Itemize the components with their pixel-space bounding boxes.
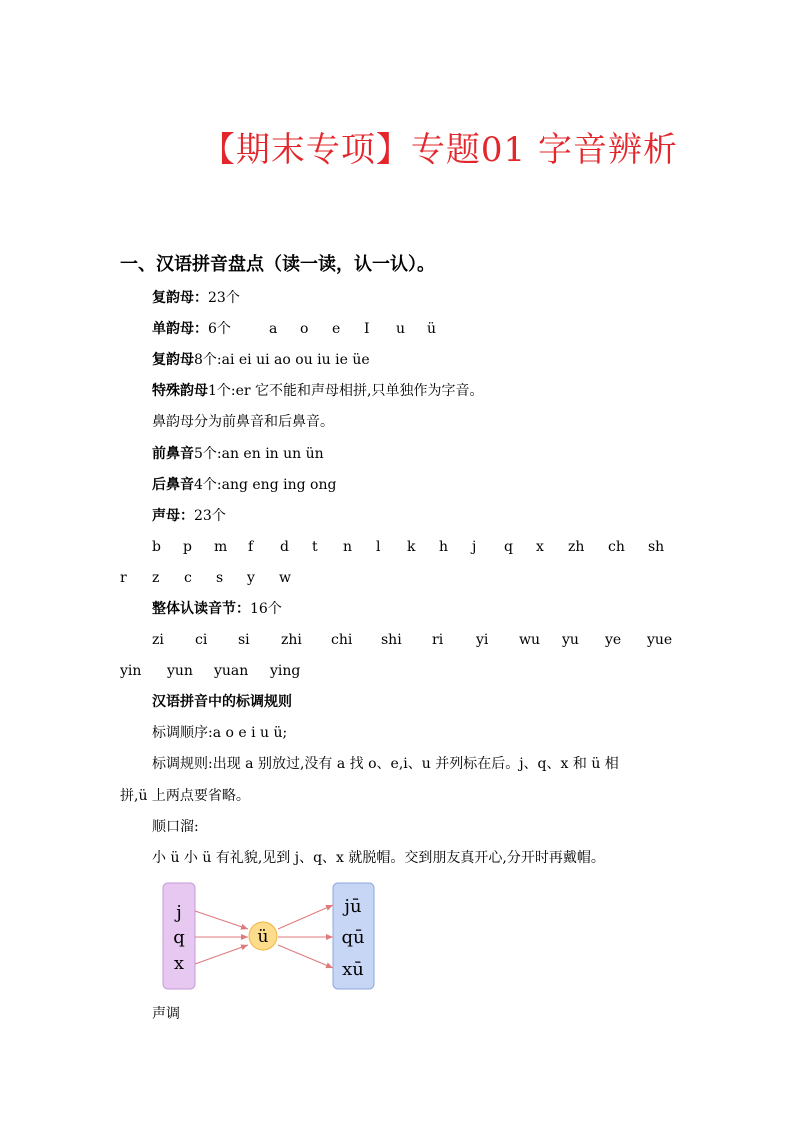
page-title: 【期末专项】专题01 字音辨析 [200,130,678,170]
value: 16个 [250,601,282,617]
initial: c [184,570,192,586]
initial: t [312,539,318,555]
biaodiao-heading: 汉语拼音中的标调规则 [152,694,292,710]
houbiyin-line [152,475,336,495]
initial: h [439,539,449,555]
value: 23个 [194,508,226,524]
syllable: wu [519,632,540,648]
syllable: chi [331,632,353,648]
initial: ch [608,539,625,555]
syllable: yuan [214,663,249,679]
shengdiao-label: 声调 [152,1006,180,1022]
syllable: yi [476,632,489,648]
fuyunmu-total-line [152,288,240,308]
syllable: yin [120,663,142,679]
zhengti-row2 [0,663,794,683]
initial: x [536,539,544,555]
section-heading: 一、汉语拼音盘点（读一读，认一认）。 [120,254,435,275]
shengmu-row2 [0,570,794,590]
letter: u [396,321,406,337]
initial: s [216,570,224,586]
letter: e [332,321,341,337]
left-letter-x: x [173,953,185,974]
left-letter-q: q [173,927,185,948]
letter: a [269,321,278,337]
syllable: ci [195,632,208,648]
danyunmu-letters [0,321,794,341]
syllable: yun [167,663,193,679]
biaodiao-order: 标调顺序:a o e i u ü; [152,725,288,741]
syllable: si [238,632,250,648]
value: 6个 [208,321,231,337]
value: 1个:er 它不能和声母相拼,只单独作为字音。 [208,383,484,399]
arrow-x [195,945,248,964]
arrow-j [195,911,248,929]
initial: z [152,570,160,586]
value: 4个:ang eng ing ong [194,477,337,493]
initial: y [247,570,255,586]
shunkouliu-label: 顺口溜: [152,819,199,835]
label: 整体认读音节： [152,601,250,617]
initial: p [183,539,192,555]
initial: k [407,539,416,555]
syllable: yue [647,632,673,648]
shengmu-line [152,506,226,526]
value: 5个:an en in un ün [194,446,324,462]
initial: w [279,570,291,586]
teshu-line [152,381,484,401]
label: 特殊韵母 [152,383,208,399]
syllable: yu [562,632,579,648]
initial: l [376,539,381,555]
fuyunmu-line [152,350,370,370]
left-letter-j: j [176,902,182,923]
letter: o [300,321,309,337]
syllable: zi [152,632,164,648]
syllable: shi [381,632,402,648]
letter: I [364,321,370,337]
label: 声母： [152,508,194,524]
initial: m [214,539,228,555]
zhengti-line [152,599,282,619]
initial: q [504,539,513,555]
right-syllable-xu: xū [342,959,364,980]
initial: sh [648,539,665,555]
initial: n [343,539,353,555]
initial: f [248,539,254,555]
right-syllable-ju: jū [344,896,362,917]
shunkouliu-text: 小 ü 小 ü 有礼貌,见到 j、q、x 就脱帽。交到朋友真开心,分开时再戴帽。 [152,850,605,866]
initial: r [120,570,127,586]
syllable: ying [270,663,301,679]
initial: d [280,539,289,555]
syllable: ri [432,632,444,648]
j-q-x-u-diagram [160,880,380,994]
biyunmu-note: 鼻韵母分为前鼻音和后鼻音。 [152,414,334,430]
biaodiao-rule-2: 拼,ü 上两点要省略。 [120,788,250,804]
arrow-ju [278,905,333,929]
qianbiyin-line [152,444,324,464]
initial: b [152,539,161,555]
center-letter: ü [257,927,269,947]
label: 复韵母 [152,352,194,368]
initial: zh [568,539,585,555]
syllable: ye [605,632,622,648]
shengmu-row1 [0,539,794,559]
right-syllable-qu: qū [341,927,365,948]
value: 23个 [208,290,240,306]
label: 单韵母： [152,321,208,337]
letter: ü [427,321,437,337]
label: 前鼻音 [152,446,194,462]
zhengti-row1 [0,632,794,652]
syllable: zhi [281,632,302,648]
label: 复韵母： [152,290,208,306]
biaodiao-rule-1: 标调规则:出现 a 别放过,没有 a 找 o、e,i、u 并列标在后。j、q、x 和 ü 相 [152,756,619,772]
value: 8个:ai ei ui ao ou iu ie üe [194,352,370,368]
initial: j [472,539,477,555]
label: 后鼻音 [152,477,194,493]
arrow-xu [278,945,333,968]
